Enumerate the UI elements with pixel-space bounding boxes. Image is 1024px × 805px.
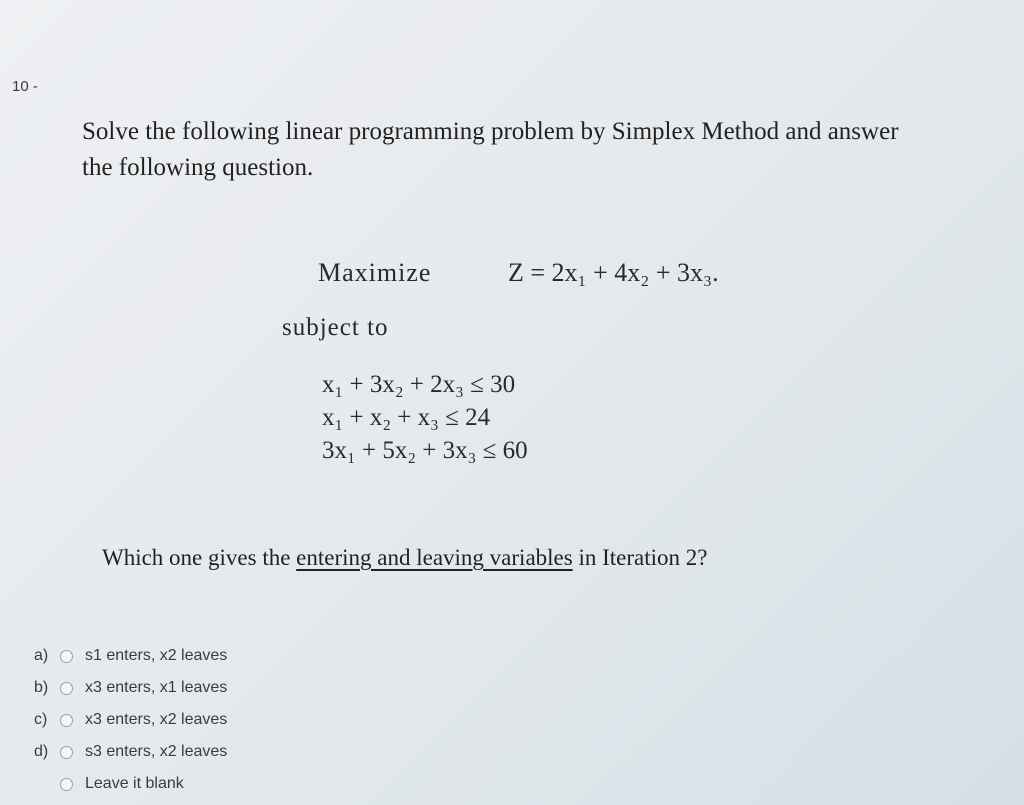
question-suffix: in Iteration 2?	[572, 545, 708, 570]
option-letter: d)	[34, 743, 49, 760]
problem-line-1: Solve the following linear programming problem by Simplex Method and answer	[82, 118, 899, 145]
subject-to-label: subject to	[282, 314, 389, 341]
maximize-label: Maximize	[318, 258, 432, 287]
option-b[interactable]	[34, 672, 227, 704]
question-number: 10 -	[12, 78, 38, 95]
constraint-2: x₁ + x₂ + x₃ ≤ 24	[322, 404, 491, 431]
question-underlined: entering and leaving variables	[296, 545, 573, 570]
option-leave-blank[interactable]	[34, 768, 227, 800]
option-letter: a)	[34, 647, 49, 664]
option-text: x3 enters, x2 leaves	[85, 711, 228, 728]
question-text	[102, 545, 707, 571]
option-text: x3 enters, x1 leaves	[85, 679, 228, 696]
constraint-1: x₁ + 3x₂ + 2x₃ ≤ 30	[322, 371, 516, 398]
problem-line-2: the following question.	[82, 154, 314, 181]
option-text: s1 enters, x2 leaves	[85, 647, 228, 664]
option-c[interactable]	[34, 704, 227, 736]
constraints-block	[322, 368, 528, 467]
problem-statement	[82, 114, 1012, 186]
answer-options	[34, 640, 227, 800]
option-d[interactable]	[34, 736, 227, 768]
question-prefix: Which one gives the	[102, 545, 297, 570]
radio-button[interactable]	[60, 682, 73, 695]
option-a[interactable]	[34, 640, 227, 672]
option-text: Leave it blank	[85, 775, 184, 792]
radio-button[interactable]	[60, 650, 73, 663]
radio-button[interactable]	[60, 714, 73, 727]
radio-button[interactable]	[60, 746, 73, 759]
radio-button[interactable]	[60, 778, 73, 791]
option-text: s3 enters, x2 leaves	[85, 743, 228, 760]
option-letter: c)	[34, 711, 48, 728]
constraint-3: 3x₁ + 5x₂ + 3x₃ ≤ 60	[322, 437, 528, 464]
objective-function: Z = 2x₁ + 4x₂ + 3x₃.	[508, 258, 719, 287]
option-letter: b)	[34, 679, 49, 696]
